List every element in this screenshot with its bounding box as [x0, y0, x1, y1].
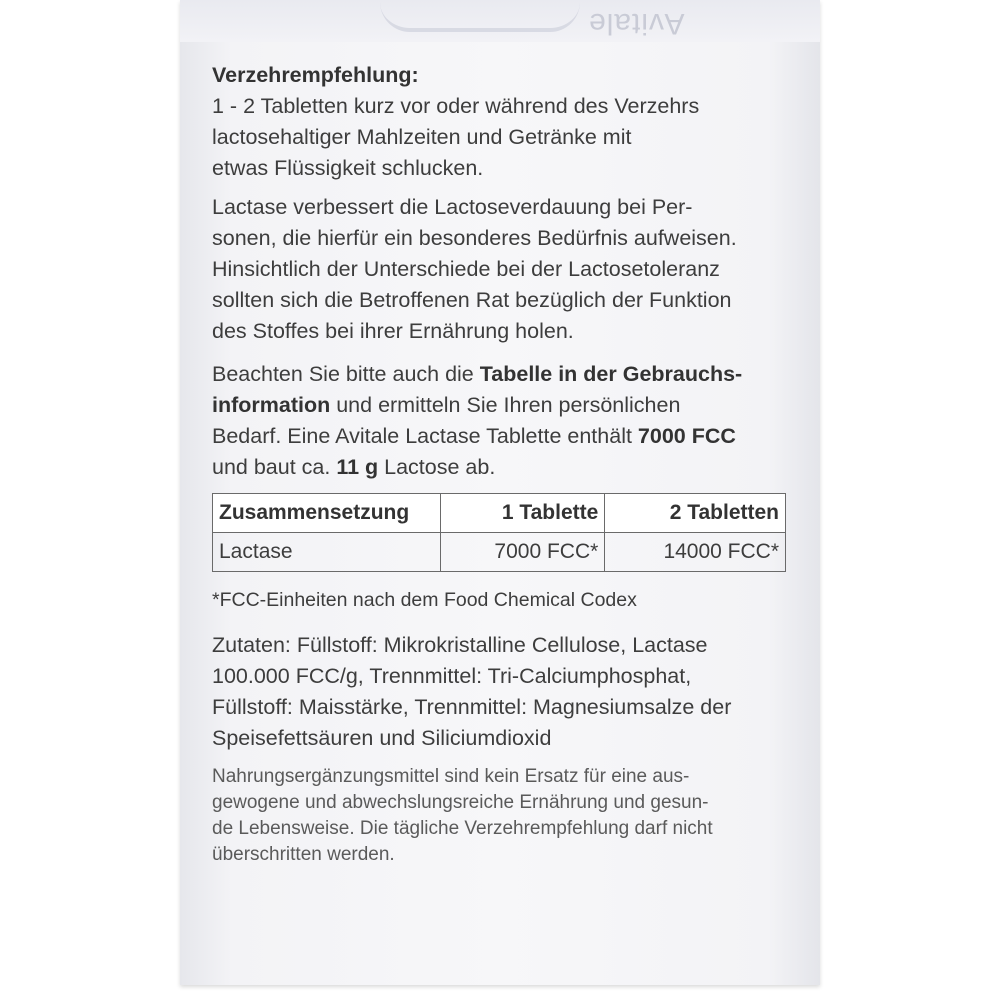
- notice-text-1: Beachten Sie bitte auch die: [212, 362, 480, 386]
- table-header-cell: 1 Tablette: [441, 494, 605, 533]
- mirrored-logo-swoosh: [380, 2, 580, 32]
- ingredients-line-3: Füllstoff: Maisstärke, Trennmittel: Magnesiumsalze der: [212, 695, 732, 719]
- notice-line-2: [212, 390, 792, 421]
- package-back: [180, 0, 820, 985]
- table-header-cell: 2 Tabletten: [605, 494, 786, 533]
- disclaimer-line-4: überschritten werden.: [212, 844, 395, 865]
- table-header-cell: Zusammensetzung: [213, 494, 441, 533]
- table-row: [213, 533, 786, 572]
- ingredients-line-2: 100.000 FCC/g, Trennmittel: Tri-Calciumphosphat,: [212, 664, 692, 688]
- lactase-line-3: Hinsichtlich der Unterschiede bei der Lactosetoleranz: [212, 257, 720, 281]
- notice-line-3: [212, 421, 792, 452]
- ingredients-line-1: Zutaten: Füllstoff: Mikrokristalline Cellulose, Lactase: [212, 633, 708, 657]
- notice-bold-information: information: [212, 393, 331, 417]
- table-cell: 7000 FCC*: [441, 533, 605, 572]
- recommendation-line-2: lactosehaltiger Mahlzeiten und Getränke mit: [212, 125, 632, 149]
- notice-text-2: und ermitteln Sie Ihren persönlichen: [330, 393, 681, 417]
- table-header-row: [213, 494, 786, 533]
- notice-text-5: Lactose ab.: [378, 455, 496, 479]
- lactase-line-1: Lactase verbessert die Lactoseverdauung bei Per-: [212, 195, 693, 219]
- recommendation-line-1: 1 - 2 Tabletten kurz vor oder während des Verzehrs: [212, 94, 700, 118]
- recommendation-title: Verzehrempfehlung:: [212, 63, 419, 87]
- label-text: [212, 60, 792, 868]
- composition-table: [212, 493, 786, 572]
- disclaimer-line-1: Nahrungsergänzungsmittel sind kein Ersatz für eine aus-: [212, 766, 690, 787]
- notice-line-1: [212, 359, 792, 390]
- table-cell: Lactase: [213, 533, 441, 572]
- notice-bold-grams: 11 g: [336, 455, 379, 479]
- disclaimer-line-2: gewogene und abwechslungsreiche Ernährung und gesun-: [212, 792, 709, 813]
- table-cell: 14000 FCC*: [605, 533, 786, 572]
- footnote: *FCC-Einheiten nach dem Food Chemical Codex: [212, 589, 637, 611]
- notice-text-4: und baut ca.: [212, 455, 337, 479]
- ingredients-line-4: Speisefettsäuren und Siliciumdioxid: [212, 726, 552, 750]
- recommendation-line-3: etwas Flüssigkeit schlucken.: [212, 156, 484, 180]
- disclaimer-line-3: de Lebensweise. Die tägliche Verzehrempfehlung darf nicht: [212, 818, 713, 839]
- mirrored-brand-text: Avitale: [588, 7, 685, 40]
- notice-bold-table: Tabelle in der Gebrauchs-: [479, 362, 743, 386]
- notice-bold-fcc: 7000 FCC: [637, 424, 736, 448]
- notice-text-3: Bedarf. Eine Avitale Lactase Tablette enthält: [212, 424, 638, 448]
- notice-line-4: [212, 452, 792, 483]
- lactase-line-5: des Stoffes bei ihrer Ernährung holen.: [212, 319, 574, 343]
- lactase-line-4: sollten sich die Betroffenen Rat bezüglich der Funktion: [212, 288, 732, 312]
- lactase-line-2: sonen, die hierfür ein besonderes Bedürfnis aufweisen.: [212, 226, 737, 250]
